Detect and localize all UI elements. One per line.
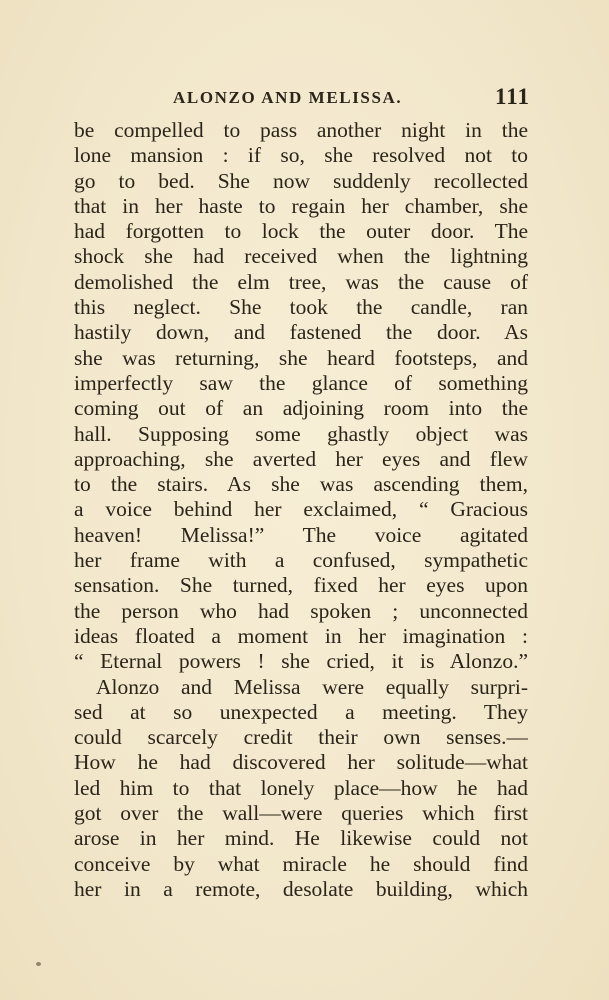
running-head [74,84,530,114]
text-line: go to bed. She now suddenly recollected [74,168,528,193]
body-text [74,118,528,902]
text-line: to the stairs. As she was ascending them, [74,472,528,497]
text-line: her frame with a confused, sympathetic [74,548,528,573]
text-line: imperfectly saw the glance of something [74,370,528,395]
text-line: shock she had received when the lightning [74,244,528,269]
text-line: got over the wall—were queries which first [74,801,528,826]
text-line: could scarcely credit their own senses.— [74,725,528,750]
text-line: hall. Supposing some ghastly object was [74,421,528,446]
text-line: had forgotten to lock the outer door. The [74,219,528,244]
text-line: “ Eternal powers ! she cried, it is Alonzo.” [74,649,528,674]
text-line: she was returning, she heard footsteps, and [74,345,528,370]
text-line: approaching, she averted her eyes and flew [74,446,528,471]
text-line: the person who had spoken ; unconnected [74,598,528,623]
text-line: led him to that lonely place—how he had [74,775,528,800]
text-line: sed at so unexpected a meeting. They [74,699,528,724]
text-line: hastily down, and fastened the door. As [74,320,528,345]
ink-speck [36,962,41,966]
text-line: arose in her mind. He likewise could not [74,826,528,851]
page-number: 111 [495,84,530,109]
text-line: lone mansion : if so, she resolved not to [74,143,528,168]
text-line: demolished the elm tree, was the cause of [74,269,528,294]
text-line: heaven! Melissa!” The voice agitated [74,522,528,547]
text-line: a voice behind her exclaimed, “ Gracious [74,497,528,522]
text-line: be compelled to pass another night in the [74,118,528,142]
text-line: How he had discovered her solitude—what [74,750,528,775]
text-line: her in a remote, desolate building, which [74,876,528,901]
text-line: that in her haste to regain her chamber, she [74,193,528,218]
text-line: coming out of an adjoining room into the [74,396,528,421]
text-line: ideas floated a moment in her imagination : [74,623,528,648]
paragraph-start-line: Alonzo and Melissa were equally surpri- [96,674,528,699]
text-line: this neglect. She took the candle, ran [74,295,528,320]
running-title: ALONZO AND MELISSA. [173,88,403,107]
text-line: sensation. She turned, fixed her eyes upon [74,573,528,598]
text-line: conceive by what miracle he should find [74,851,528,876]
